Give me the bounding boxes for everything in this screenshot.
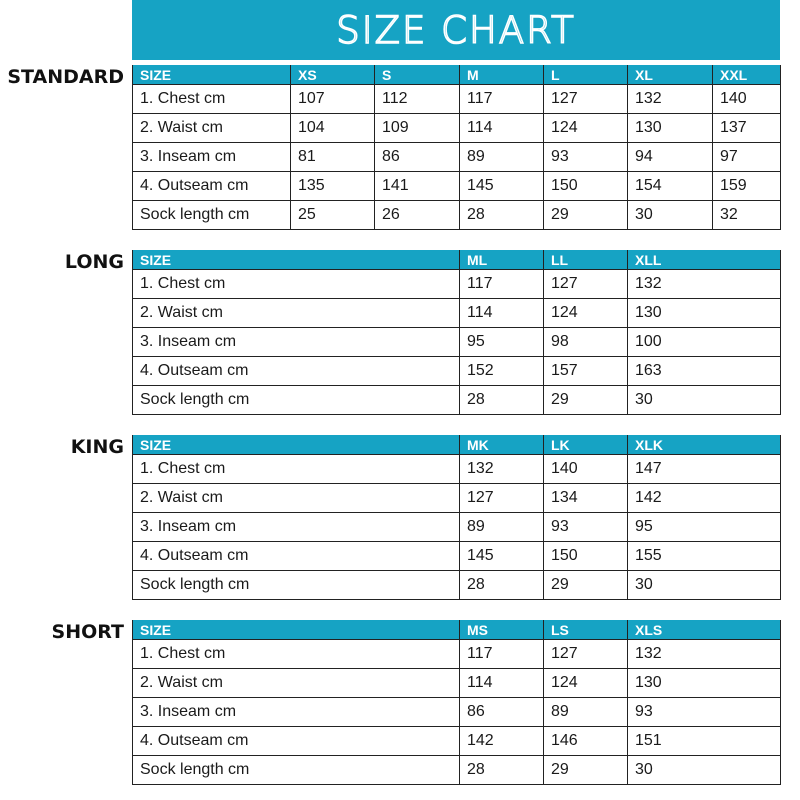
table-cell: 130 <box>628 114 713 143</box>
header-cell: M <box>460 64 544 85</box>
table-cell: 142 <box>628 484 781 513</box>
header-cell: SIZE <box>133 619 460 640</box>
table-cell: 127 <box>544 270 628 299</box>
table-cell: 94 <box>628 143 713 172</box>
table-cell: 93 <box>628 698 781 727</box>
header-cell: S <box>375 64 460 85</box>
header-cell: XLS <box>628 619 781 640</box>
size-table-king <box>132 433 781 600</box>
header-cell: XLL <box>628 249 781 270</box>
table-cell: 145 <box>460 172 544 201</box>
row-label: 2. Waist cm <box>133 114 291 143</box>
table-cell: 104 <box>291 114 375 143</box>
table-row <box>133 114 781 143</box>
table-row <box>133 386 781 415</box>
header-cell: SIZE <box>133 64 291 85</box>
row-label: 3. Inseam cm <box>133 328 460 357</box>
table-cell: 95 <box>460 328 544 357</box>
header-cell: XL <box>628 64 713 85</box>
table-row <box>133 484 781 513</box>
table-cell: 117 <box>460 640 544 669</box>
section-label-king: KING <box>70 436 124 458</box>
table-row <box>133 669 781 698</box>
table-header-row <box>133 249 781 270</box>
header-cell: SIZE <box>133 434 460 455</box>
table-row <box>133 756 781 785</box>
table-cell: 95 <box>628 513 781 542</box>
header-cell: LK <box>544 434 628 455</box>
table-cell: 28 <box>460 571 544 600</box>
table-row <box>133 299 781 328</box>
table-cell: 100 <box>628 328 781 357</box>
table-cell: 124 <box>544 669 628 698</box>
table-cell: 127 <box>544 85 628 114</box>
table-cell: 26 <box>375 201 460 230</box>
row-label: 3. Inseam cm <box>133 513 460 542</box>
row-label: 3. Inseam cm <box>133 698 460 727</box>
table-cell: 137 <box>713 114 781 143</box>
header-cell: SIZE <box>133 249 460 270</box>
table-cell: 150 <box>544 542 628 571</box>
header-cell: XXL <box>713 64 781 85</box>
table-cell: 89 <box>460 513 544 542</box>
table-cell: 30 <box>628 386 781 415</box>
page-title: SIZE CHART <box>336 8 576 52</box>
table-header-row <box>133 619 781 640</box>
row-label: 3. Inseam cm <box>133 143 291 172</box>
table-cell: 30 <box>628 571 781 600</box>
table-cell: 130 <box>628 299 781 328</box>
table-header-row <box>133 64 781 85</box>
table-cell: 142 <box>460 727 544 756</box>
table-row <box>133 85 781 114</box>
table-row <box>133 357 781 386</box>
table-cell: 135 <box>291 172 375 201</box>
table-row <box>133 513 781 542</box>
table-cell: 127 <box>544 640 628 669</box>
section-label-standard: STANDARD <box>7 66 124 88</box>
row-label: 4. Outseam cm <box>133 172 291 201</box>
table-cell: 86 <box>375 143 460 172</box>
table-cell: 29 <box>544 386 628 415</box>
table-cell: 155 <box>628 542 781 571</box>
table-cell: 141 <box>375 172 460 201</box>
title-banner <box>132 0 780 60</box>
table-header-row <box>133 434 781 455</box>
table-cell: 93 <box>544 513 628 542</box>
table-cell: 114 <box>460 669 544 698</box>
table-cell: 114 <box>460 114 544 143</box>
header-cell: LL <box>544 249 628 270</box>
table-row <box>133 201 781 230</box>
table-cell: 117 <box>460 85 544 114</box>
row-label: 4. Outseam cm <box>133 727 460 756</box>
row-label: Sock length cm <box>133 201 291 230</box>
table-row <box>133 640 781 669</box>
table-cell: 150 <box>544 172 628 201</box>
table-cell: 30 <box>628 756 781 785</box>
table-cell: 145 <box>460 542 544 571</box>
table-cell: 117 <box>460 270 544 299</box>
table-cell: 146 <box>544 727 628 756</box>
table-cell: 97 <box>713 143 781 172</box>
row-label: Sock length cm <box>133 571 460 600</box>
header-cell: MS <box>460 619 544 640</box>
table-cell: 132 <box>460 455 544 484</box>
table-cell: 28 <box>460 756 544 785</box>
table-cell: 86 <box>460 698 544 727</box>
section-label-long: LONG <box>64 251 124 273</box>
table-cell: 29 <box>544 756 628 785</box>
table-cell: 89 <box>460 143 544 172</box>
table-cell: 93 <box>544 143 628 172</box>
table-cell: 29 <box>544 571 628 600</box>
table-row <box>133 698 781 727</box>
table-cell: 140 <box>544 455 628 484</box>
table-row <box>133 455 781 484</box>
header-cell: MK <box>460 434 544 455</box>
header-cell: L <box>544 64 628 85</box>
header-cell: ML <box>460 249 544 270</box>
table-cell: 130 <box>628 669 781 698</box>
table-row <box>133 542 781 571</box>
row-label: 1. Chest cm <box>133 85 291 114</box>
header-cell: XS <box>291 64 375 85</box>
table-cell: 154 <box>628 172 713 201</box>
table-cell: 81 <box>291 143 375 172</box>
table-row <box>133 328 781 357</box>
table-row <box>133 727 781 756</box>
header-cell: XLK <box>628 434 781 455</box>
table-cell: 140 <box>713 85 781 114</box>
table-cell: 132 <box>628 640 781 669</box>
table-cell: 25 <box>291 201 375 230</box>
table-row <box>133 571 781 600</box>
row-label: 1. Chest cm <box>133 270 460 299</box>
table-cell: 109 <box>375 114 460 143</box>
table-cell: 98 <box>544 328 628 357</box>
table-cell: 132 <box>628 270 781 299</box>
table-cell: 159 <box>713 172 781 201</box>
table-cell: 30 <box>628 201 713 230</box>
table-cell: 32 <box>713 201 781 230</box>
table-row <box>133 270 781 299</box>
table-cell: 163 <box>628 357 781 386</box>
table-cell: 89 <box>544 698 628 727</box>
table-cell: 157 <box>544 357 628 386</box>
row-label: 2. Waist cm <box>133 669 460 698</box>
row-label: 1. Chest cm <box>133 640 460 669</box>
table-cell: 151 <box>628 727 781 756</box>
header-cell: LS <box>544 619 628 640</box>
table-cell: 124 <box>544 114 628 143</box>
table-cell: 124 <box>544 299 628 328</box>
table-cell: 134 <box>544 484 628 513</box>
section-label-short: SHORT <box>51 621 124 643</box>
table-row <box>133 143 781 172</box>
table-cell: 112 <box>375 85 460 114</box>
table-cell: 132 <box>628 85 713 114</box>
table-cell: 147 <box>628 455 781 484</box>
row-label: 4. Outseam cm <box>133 542 460 571</box>
size-table-short <box>132 618 781 785</box>
table-cell: 28 <box>460 201 544 230</box>
table-cell: 29 <box>544 201 628 230</box>
row-label: Sock length cm <box>133 756 460 785</box>
table-row <box>133 172 781 201</box>
row-label: Sock length cm <box>133 386 460 415</box>
size-table-long <box>132 248 781 415</box>
row-label: 2. Waist cm <box>133 299 460 328</box>
table-cell: 152 <box>460 357 544 386</box>
size-table-standard <box>132 63 781 230</box>
table-cell: 114 <box>460 299 544 328</box>
row-label: 4. Outseam cm <box>133 357 460 386</box>
table-cell: 28 <box>460 386 544 415</box>
table-cell: 107 <box>291 85 375 114</box>
row-label: 1. Chest cm <box>133 455 460 484</box>
table-cell: 127 <box>460 484 544 513</box>
row-label: 2. Waist cm <box>133 484 460 513</box>
